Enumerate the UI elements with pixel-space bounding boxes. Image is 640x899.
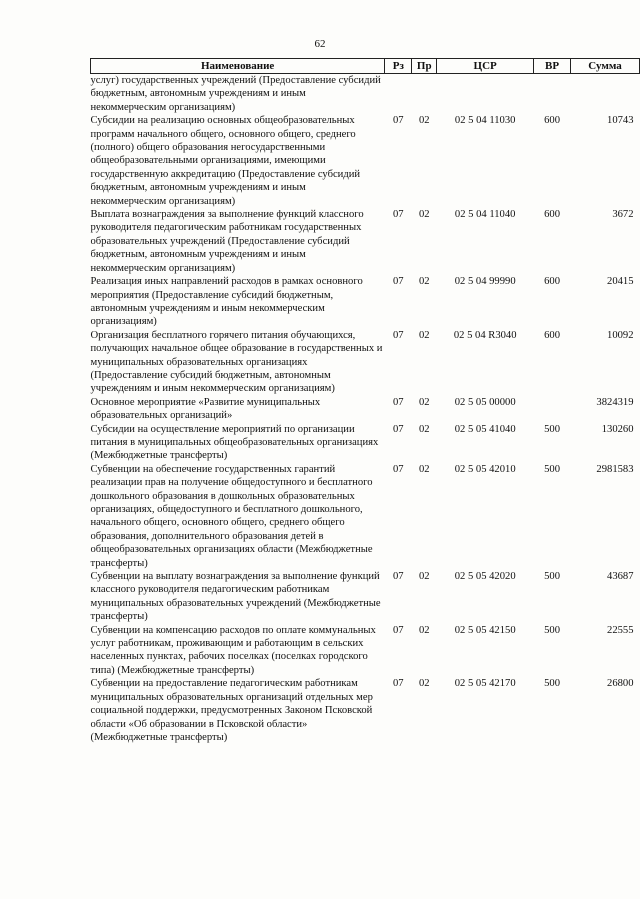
table-row: [91, 423, 640, 463]
row-rz: 07: [392, 276, 404, 288]
row-csr: 02 5 04 99990: [454, 276, 516, 288]
row-csr: 02 5 04 11040: [454, 209, 516, 221]
row-sum: 2981583: [596, 463, 634, 475]
row-name: Основное мероприятие «Развитие муниципальных образовательных организаций»: [90, 396, 321, 422]
row-name: Субвенции на обеспечение государственных гарантий реализации прав на получение общедоступного и бесплатного дошкольного образования в дошкольных образовательных организациях, общедоступного и бесплатного дошкольного, начального общего, основного общего, среднего общего образования, дополнительного образования детей в общеобразовательных организациях области (Межбюджетные трансферты): [90, 463, 373, 569]
row-csr: 02 5 05 42020: [454, 571, 516, 583]
budget-table: [90, 58, 640, 744]
row-csr: 02 5 04 11030: [454, 115, 516, 127]
row-csr: 02 5 05 00000: [454, 396, 516, 408]
header-pr: Пр: [412, 59, 437, 74]
row-name: Реализация иных направлений расходов в рамках основного мероприятия (Предоставление субсидий бюджетным, автономным учреждениям и иным некоммерческим организациям): [90, 276, 363, 328]
table-header-row: [91, 59, 640, 74]
table-row: [91, 570, 640, 624]
row-csr: 02 5 04 R3040: [453, 329, 517, 341]
row-name: Субсидии на реализацию основных общеобразовательных программ начального общего, основного общего, среднего (полного) общего образования негосударственными общеобразовательными организациями, имеющими государственную аккредитацию (Предоставление субсидий бюджетным, автономным учреждениям и иным некоммерческим организациям): [90, 115, 361, 207]
table-row: [91, 208, 640, 275]
row-pr: 02: [418, 678, 430, 690]
row-csr: 02 5 05 42010: [454, 463, 516, 475]
header-csr: ЦСР: [437, 59, 534, 74]
table-row: [91, 74, 640, 115]
row-pr: 02: [418, 463, 430, 475]
row-vr: 600: [544, 115, 561, 127]
row-name: Организация бесплатного горячего питания обучающихся, получающих начальное общее образование в государственных и муниципальных образовательных организациях (Предоставление субсидий бюджетным, автономным учреждениям и иным некоммерческим организациям): [90, 329, 383, 395]
row-name: Субвенции на предоставление педагогическим работникам муниципальных образовательных организаций отдельных мер социальной поддержки, предусмотренных Законом Псковской области «Об образовании в Псковской области» (Межбюджетные трансферты): [90, 678, 373, 743]
row-sum: 3824319: [596, 396, 634, 408]
header-vr: ВР: [534, 59, 571, 74]
row-sum: [571, 74, 640, 115]
row-sum: 10743: [607, 115, 634, 127]
table-row: [91, 396, 640, 423]
table-row: [91, 677, 640, 744]
row-pr: 02: [418, 571, 430, 583]
row-csr: [437, 74, 534, 115]
row-rz: 07: [392, 678, 404, 690]
row-sum: 10092: [607, 329, 634, 341]
table-row: [91, 329, 640, 396]
row-rz: 07: [392, 396, 404, 408]
row-pr: 02: [418, 423, 430, 435]
row-csr: 02 5 05 42150: [454, 624, 516, 636]
row-rz: 07: [392, 624, 404, 636]
row-rz: 07: [392, 463, 404, 475]
row-rz: 07: [392, 571, 404, 583]
row-rz: [385, 74, 412, 115]
row-name: Выплата вознаграждения за выполнение функций классного руководителя педагогическим работникам государственных образовательных учреждений (Предоставление субсидий бюджетным, автономным учреждениям и иным некоммерческим организациям): [90, 209, 364, 274]
row-csr: 02 5 05 42170: [454, 678, 516, 690]
page-number: 62: [314, 38, 326, 50]
row-vr: 600: [544, 276, 561, 288]
row-vr: 500: [544, 678, 561, 690]
row-sum: 130260: [601, 423, 634, 435]
row-pr: 02: [418, 329, 430, 341]
row-csr: 02 5 05 41040: [454, 423, 516, 435]
row-pr: 02: [418, 115, 430, 127]
row-vr: 500: [544, 571, 561, 583]
row-vr: 600: [544, 209, 561, 221]
row-rz: 07: [392, 423, 404, 435]
row-name: Субвенции на выплату вознаграждения за выполнение функций классного руководителя педагогическим работникам муниципальных образовательных учреждений (Межбюджетные трансферты): [90, 571, 381, 623]
row-vr: 500: [544, 463, 561, 475]
row-vr: 500: [544, 624, 561, 636]
header-rz: Рз: [385, 59, 412, 74]
row-pr: 02: [418, 276, 430, 288]
header-sum: Сумма: [571, 59, 640, 74]
table-row: [91, 114, 640, 208]
row-vr: 600: [544, 329, 561, 341]
table-row: [91, 624, 640, 678]
header-name: Наименование: [91, 59, 385, 74]
row-sum: 3672: [612, 209, 634, 221]
row-rz: 07: [392, 209, 404, 221]
row-vr: [534, 74, 571, 115]
table-row: [91, 463, 640, 570]
row-pr: 02: [418, 624, 430, 636]
row-name: Субвенции на компенсацию расходов по оплате коммунальных услуг работникам, проживающим и работающим в сельских населенных пунктах, рабочих поселках (поселках городского типа) (Межбюджетные трансферты): [90, 624, 376, 676]
row-rz: 07: [392, 329, 404, 341]
row-sum: 20415: [607, 276, 634, 288]
row-name: услуг) государственных учреждений (Предоставление субсидий бюджетным, автономным учреждениям и иным некоммерческим организациям): [90, 75, 381, 113]
row-sum: 22555: [607, 624, 634, 636]
row-sum: 26800: [607, 678, 634, 690]
table-row: [91, 275, 640, 329]
row-sum: 43687: [607, 571, 634, 583]
row-vr: [534, 396, 571, 423]
row-pr: [412, 74, 437, 115]
row-name: Субсидии на осуществление мероприятий по организации питания в муниципальных общеобразовательных организациях (Межбюджетные трансферты): [90, 423, 379, 462]
row-vr: 500: [544, 423, 561, 435]
row-pr: 02: [418, 209, 430, 221]
row-pr: 02: [418, 396, 430, 408]
row-rz: 07: [392, 115, 404, 127]
